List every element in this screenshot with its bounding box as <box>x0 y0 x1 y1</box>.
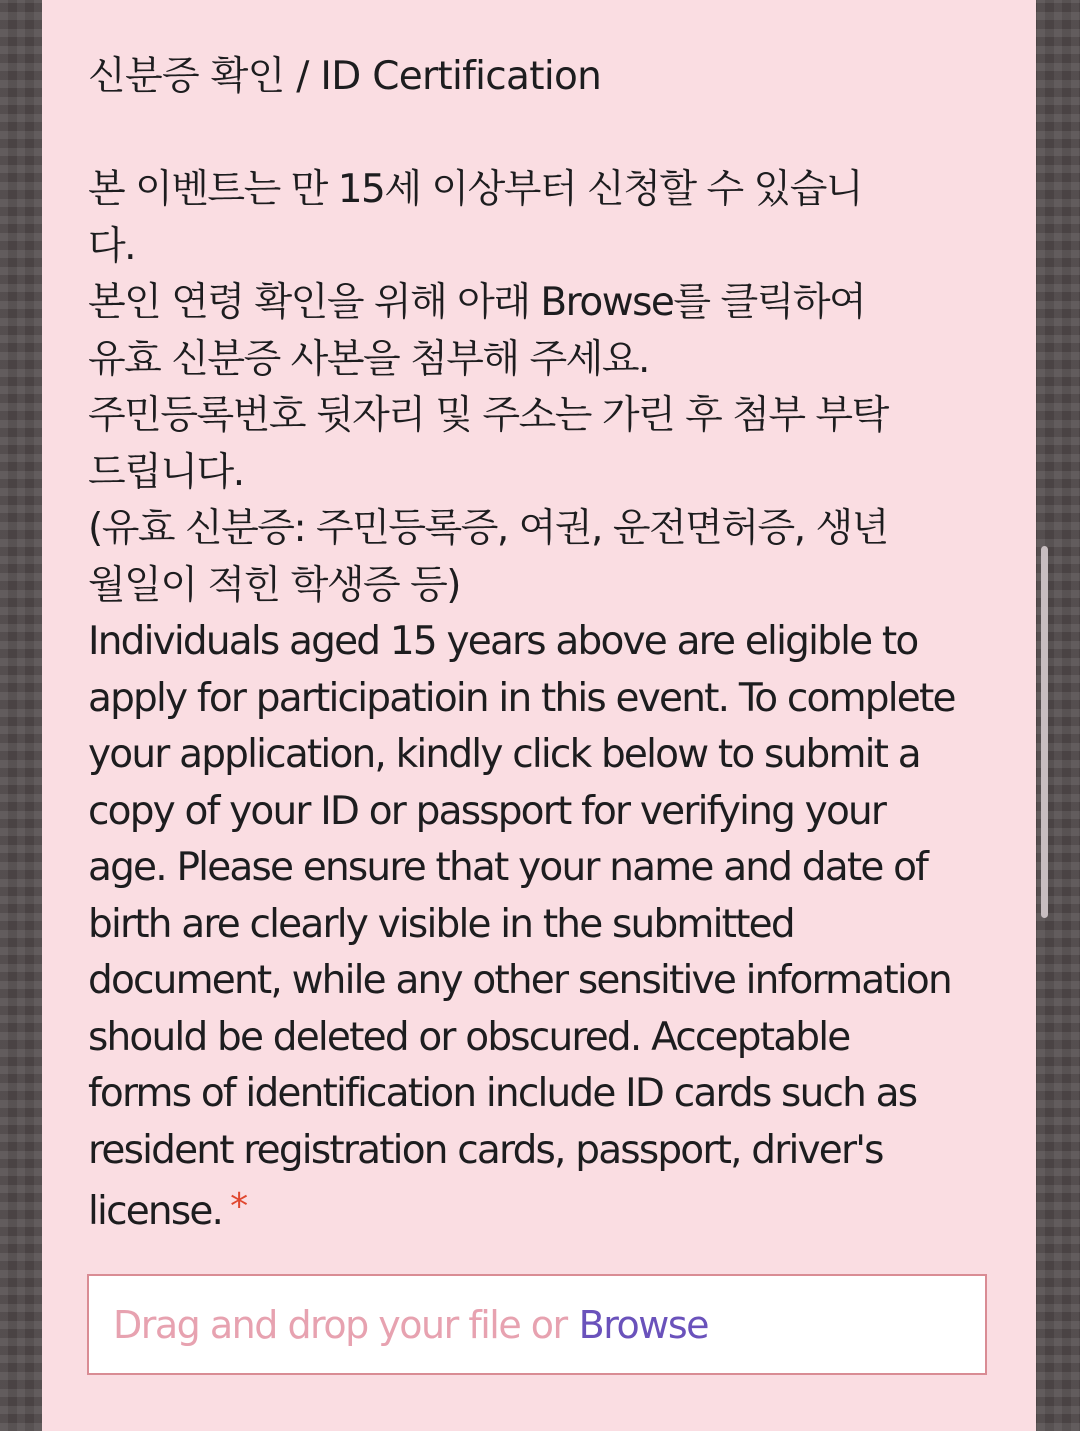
field-title: 신분증 확인 / ID Certification <box>88 54 602 99</box>
description-line: (유효 신분증: 주민등록증, 여권, 운전면허증, 생년 <box>88 506 888 551</box>
description-line: document, while any other sensitive information <box>88 958 951 1003</box>
description-line: age. Please ensure that your name and date of <box>88 845 928 890</box>
description-line: 유효 신분증 사본을 첨부해 주세요. <box>88 336 649 382</box>
required-asterisk: * <box>230 1186 247 1227</box>
description-line: apply for participatioin in this event. To complete <box>88 675 955 721</box>
file-upload-dropzone[interactable] <box>87 1274 987 1375</box>
description-line: resident registration cards, passport, driver's <box>88 1127 883 1173</box>
description-line: copy of your ID or passport for verifying your <box>88 788 886 834</box>
description-line: license. <box>88 1189 223 1234</box>
description-line: should be deleted or obscured. Acceptable <box>88 1014 850 1060</box>
description-line: forms of identification include ID cards such as <box>88 1071 917 1116</box>
description-line: birth are clearly visible in the submitted <box>88 901 794 947</box>
browse-link[interactable]: Browse <box>578 1302 709 1347</box>
description-line: 주민등록번호 뒷자리 및 주소는 가린 후 첨부 부탁 <box>88 393 888 438</box>
description-line: your application, kindly click below to submit a <box>88 732 920 777</box>
description-line: 월일이 적힌 학생증 등) <box>88 562 460 608</box>
description-line: 본인 연령 확인을 위해 아래 Browse를 클릭하여 <box>88 280 866 325</box>
description-line: 본 이벤트는 만 15세 이상부터 신청할 수 있습니 <box>88 167 863 212</box>
description-line: Individuals aged 15 years above are eligible to <box>88 619 918 664</box>
description-line: 드립니다. <box>88 449 244 495</box>
upload-prompt: Drag and drop your file or <box>113 1302 567 1347</box>
description-last-line <box>88 1179 1018 1236</box>
description-line: 다. <box>88 223 136 269</box>
field-description <box>88 162 1018 1236</box>
scrollbar[interactable] <box>1041 546 1048 918</box>
